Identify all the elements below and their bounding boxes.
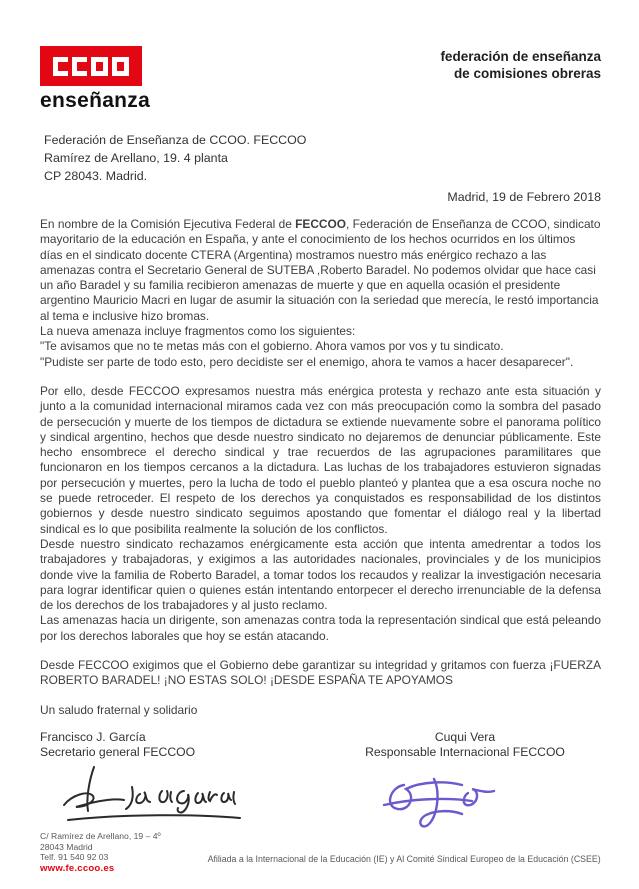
footer-address-line2: 28043 Madrid xyxy=(40,841,93,852)
logo-letter-c xyxy=(53,57,68,76)
handwritten-signatures xyxy=(40,765,601,838)
footer-address-line1: C/ Ramírez de Arellano, 19 – 4º xyxy=(40,831,161,841)
signature-cuqui-vera-icon xyxy=(368,765,568,838)
org-line2: de comisiones obreras xyxy=(453,66,601,81)
org-line1: federación de enseñanza xyxy=(440,49,601,64)
p4-text: Las amenazas hacia un dirigente, son amenazas contra toda la representación sindical que está peleando por los derechos laborales que hoy se están atacando. xyxy=(40,613,601,643)
signer-right-name: Cuqui Vera xyxy=(434,729,496,744)
signer-left-title: Secretario general FECCOO xyxy=(40,745,196,760)
ccoo-logo-icon xyxy=(40,46,142,86)
logo-letter-c xyxy=(72,57,87,76)
p3-text: Desde nuestro sindicato rechazamos enérgicamente esta acción que intenta amedrentar a todos los trabajadores y trabajadoras, y exigimos a las autoridades nacionales, provinciales y de los municipios donde vive la familia de Roberto Baradel, a tomar todos los recaudos y realizar la investigación necesaria para lograr identificar quien o quienes están intentando entorpecer el derecho irrenunciable de la defensa de los derechos de los trabajadores y al justo reclamo. xyxy=(40,536,601,613)
paragraph-5: Desde FECCOO exigimos que el Gobierno debe garantizar su integridad y gritamos con fuerza ¡FUERZA ROBERTO BARADEL! ¡NO ESTAS SOLO! ¡DESDE ESPAÑA TE APOYAMOS xyxy=(40,658,601,688)
recipient-line2: Ramírez de Arellano, 19. 4 planta xyxy=(44,151,228,165)
recipient-line3: CP 28043. Madrid. xyxy=(44,169,148,183)
letter-body xyxy=(40,217,601,718)
p1-bold-feccoo: FECCOO xyxy=(295,217,346,231)
logo-subtitle: enseñanza xyxy=(40,89,151,112)
signer-right-title: Responsable Internacional FECCOO xyxy=(365,745,565,760)
recipient-address xyxy=(40,131,601,185)
organization-name xyxy=(440,48,601,82)
threat-quote-1: "Te avisamos que no te metas más con el gobierno. Ahora vamos por vos y tu sindicato. xyxy=(40,339,504,354)
recipient-line1: Federación de Enseñanza de CCOO. FECCOO xyxy=(44,133,307,147)
signer-right xyxy=(355,730,575,761)
logo-letter-o xyxy=(91,57,108,76)
signer-left-name: Francisco J. García xyxy=(40,729,146,744)
footer-website-link[interactable]: www.fe.ccoo.es xyxy=(40,862,115,874)
letter-footer xyxy=(40,831,601,874)
paragraph-2 xyxy=(40,384,601,644)
threat-quote-2: "Pudiste ser parte de todo esto, pero decidiste ser el enemigo, ahora te vamos a hacer desaparecer". xyxy=(40,354,574,369)
footer-contact xyxy=(40,831,207,874)
letterhead xyxy=(40,46,601,113)
signature-francisco-garcia-icon xyxy=(40,765,308,836)
letter-date: Madrid, 19 de Febrero 2018 xyxy=(447,190,601,204)
closing-salutation: Un saludo fraternal y solidario xyxy=(40,702,198,717)
logo-letter-o xyxy=(112,57,129,76)
footer-affiliation: Afiliada a la Internacional de la Educación (IE) y Al Comité Sindical Europeo de la Educación (CSEE) xyxy=(207,854,601,865)
p2-text: Por ello, desde FECCOO expresamos nuestra más enérgica protesta y rechazo ante esta situación y junto a la comunidad internacional miramos cada vez con más preocupación como la sombra del pasado de persecución y muerte de los tiempos de dictadura se extiende nuevamente sobre el panorama político y sindical argentino, hechos que desde nuestro sindicato no dejaremos de denunciar públicamente. Este hecho ensombrece el derecho sindical y trae recuerdos de las agrupaciones paramilitares que funcionaron en los tiempos cercanos a la dictadura. Las luchas de los trabajadores estuvieron signadas por persecución y muertes, pero la lucha de todo el pueblo planteó y plantea que a esa oscura noche no se puede retroceder. El respeto de los derechos ya conquistados es responsabilidad de los distintos gobiernos y desde nuestro sindicato seguimos apostando que fomentar el diálogo real y la libertad sindical es lo que posibilita realmente la solución de los conflictos. xyxy=(40,383,601,536)
p1-post: , Federación de Enseñanza de CCOO, sindicato mayoritario de la educación en España, y ante el conocimiento de los hechos ocurridos en los últimos días en el sindicato docente CTERA (Argentina) mostramos nuestro más enérgico rechazo a las amenazas contra el Secretario General de SUTEBA ,Roberto Baradel. No podemos olvidar que hace casi un año Baradel y su familia recibieron amenazas de muerte y que en aquella ocasión el presidente argentino Mauricio Macri en lugar de asumir la situación con la seriedad que merecía, le restó importancia al tema e inclusive hizo bromas. xyxy=(40,217,601,323)
signer-left xyxy=(40,730,355,761)
paragraph-1 xyxy=(40,217,601,370)
footer-phone: Telf. 91 540 92 03 xyxy=(40,852,109,863)
p1-pre: En nombre de la Comisión Ejecutiva Federal de xyxy=(40,217,296,231)
quotes-intro: La nueva amenaza incluye fragmentos como los siguientes: xyxy=(40,324,356,339)
logo xyxy=(40,46,150,113)
signature-block xyxy=(40,730,601,761)
